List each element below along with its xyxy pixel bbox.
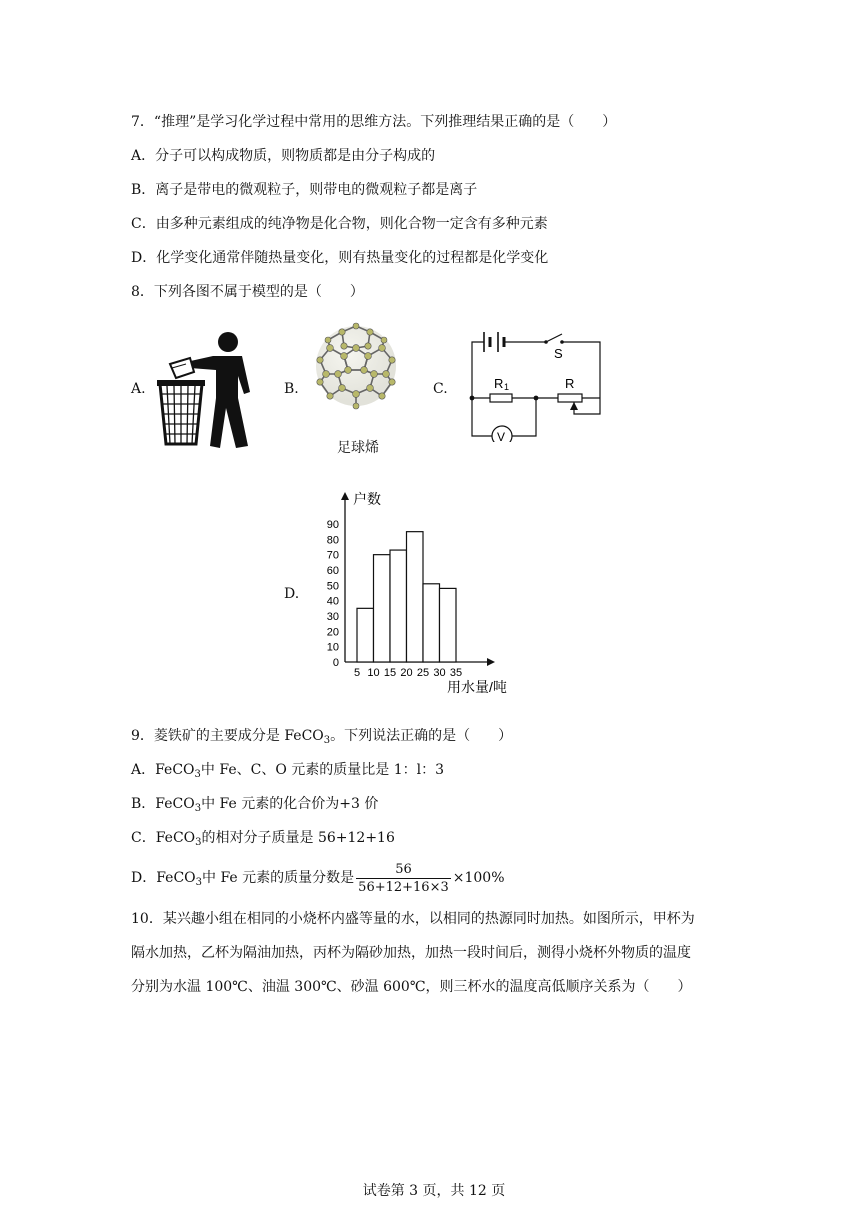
y-tick-label: 0 bbox=[332, 657, 339, 669]
q9-stem-text: 9．菱铁矿的主要成分是 FeCO bbox=[131, 728, 324, 744]
q7-option-d: D．化学变化通常伴随热量变化，则有热量变化的过程都是化学变化 bbox=[131, 250, 549, 266]
x-tick-label: 5 bbox=[353, 667, 361, 679]
q9-d-mid: 中 Fe 元素的质量分数是 bbox=[202, 870, 355, 886]
q9-stem-sub: 3 bbox=[323, 735, 331, 746]
q10-line-2: 隔水加热，乙杯为隔油加热，丙杯为隔砂加热，加热一段时间后，测得小烧杯外物质的温度 bbox=[131, 945, 691, 961]
switch-label: S bbox=[554, 346, 563, 361]
chart-ylabel: 户数 bbox=[353, 491, 381, 507]
q7-stem: 7．“推理”是学习化学过程中常用的思维方法。下列推理结果正确的是（ ） bbox=[131, 114, 617, 130]
q9-option-d bbox=[131, 858, 505, 898]
q9-b-tail: 中 Fe 元素的化合价为+3 价 bbox=[201, 796, 379, 812]
x-tick-label: 25 bbox=[416, 667, 430, 679]
voltmeter-label: V bbox=[497, 430, 506, 442]
q8-label-b: B. bbox=[284, 381, 299, 397]
histogram-bar bbox=[390, 550, 407, 662]
q9-option-b bbox=[131, 794, 378, 814]
trash-figure-icon bbox=[150, 328, 262, 450]
x-axis-arrow-icon bbox=[487, 658, 495, 666]
q10-line-3: 分别为水温 100℃、油温 300℃、砂温 600℃，则三杯水的温度高低顺序关系为（ ） bbox=[131, 979, 692, 995]
fullerene-ball-icon bbox=[312, 322, 400, 410]
q8-label-d: D. bbox=[284, 586, 300, 602]
x-tick-label: 10 bbox=[367, 667, 380, 679]
x-tick-label: 30 bbox=[433, 667, 446, 679]
q7-option-c: C．由多种元素组成的纯净物是化合物，则化合物一定含有多种元素 bbox=[131, 216, 548, 232]
q9-a-text: A．FeCO bbox=[131, 762, 195, 778]
q9-b-text: B．FeCO bbox=[131, 796, 195, 812]
y-tick-label: 20 bbox=[326, 626, 339, 639]
q9-option-a bbox=[131, 760, 444, 780]
histogram-bar bbox=[423, 584, 440, 662]
q7-option-a: A．分子可以构成物质，则物质都是由分子构成的 bbox=[131, 148, 436, 164]
q8-stem: 8．下列各图不属于模型的是（ ） bbox=[131, 284, 364, 300]
q7-option-b: B．离子是带电的微观粒子，则带电的微观粒子都是离子 bbox=[131, 182, 478, 198]
circuit-diagram bbox=[462, 326, 607, 442]
x-tick-label: 20 bbox=[400, 667, 413, 679]
q9-c-sub: 3 bbox=[195, 837, 202, 848]
y-tick-label: 70 bbox=[326, 549, 339, 562]
y-axis-arrow-icon bbox=[341, 492, 349, 500]
q8-label-a: A. bbox=[131, 381, 146, 397]
mass-fraction bbox=[356, 861, 451, 896]
q9-c-text: C．FeCO bbox=[131, 830, 196, 846]
q9-option-c bbox=[131, 828, 395, 848]
q9-a-tail: 中 Fe、C、O 元素的质量比是 1：l：3 bbox=[200, 762, 444, 778]
page-footer: 试卷第 3 页，共 12 页 bbox=[362, 1183, 506, 1199]
q9-a-sub: 3 bbox=[194, 769, 201, 780]
y-tick-label: 40 bbox=[326, 595, 339, 608]
q9-stem bbox=[131, 726, 512, 746]
y-tick-label: 60 bbox=[326, 565, 339, 577]
fraction-numerator: 56 bbox=[356, 861, 451, 879]
q9-d-sub: 3 bbox=[195, 877, 203, 888]
r1-label: R bbox=[494, 376, 504, 391]
chart-xlabel: 用水量/吨 bbox=[447, 679, 507, 695]
x-tick-label: 35 bbox=[449, 667, 463, 679]
r1-sub-label: 1 bbox=[504, 382, 510, 392]
q8-label-c: C. bbox=[433, 381, 448, 397]
fullerene-caption: 足球烯 bbox=[337, 439, 379, 455]
water-usage-histogram bbox=[315, 490, 520, 700]
q9-stem-tail: 。下列说法正确的是（ ） bbox=[330, 728, 513, 744]
r-label: R bbox=[565, 376, 575, 391]
histogram-bar bbox=[357, 608, 374, 662]
histogram-bar bbox=[407, 532, 424, 662]
y-tick-label: 30 bbox=[326, 611, 339, 623]
q9-d-tail: ×100% bbox=[452, 870, 505, 886]
q10-line-1: 10．某兴趣小组在相同的小烧杯内盛等量的水，以相同的热源同时加热。如图所示，甲杯为 bbox=[131, 911, 695, 927]
histogram-bar bbox=[374, 555, 391, 662]
q9-c-tail: 的相对分子质量是 56+12+16 bbox=[201, 830, 395, 846]
y-tick-label: 10 bbox=[326, 641, 339, 654]
histogram-bar bbox=[440, 588, 457, 662]
q9-d-text: D．FeCO bbox=[131, 870, 196, 886]
y-tick-label: 90 bbox=[326, 519, 339, 531]
y-tick-label: 50 bbox=[326, 580, 339, 593]
x-tick-label: 15 bbox=[383, 667, 397, 679]
y-tick-label: 80 bbox=[326, 534, 339, 547]
q9-b-sub: 3 bbox=[194, 803, 202, 814]
fraction-denominator: 56+12+16×3 bbox=[358, 879, 449, 895]
